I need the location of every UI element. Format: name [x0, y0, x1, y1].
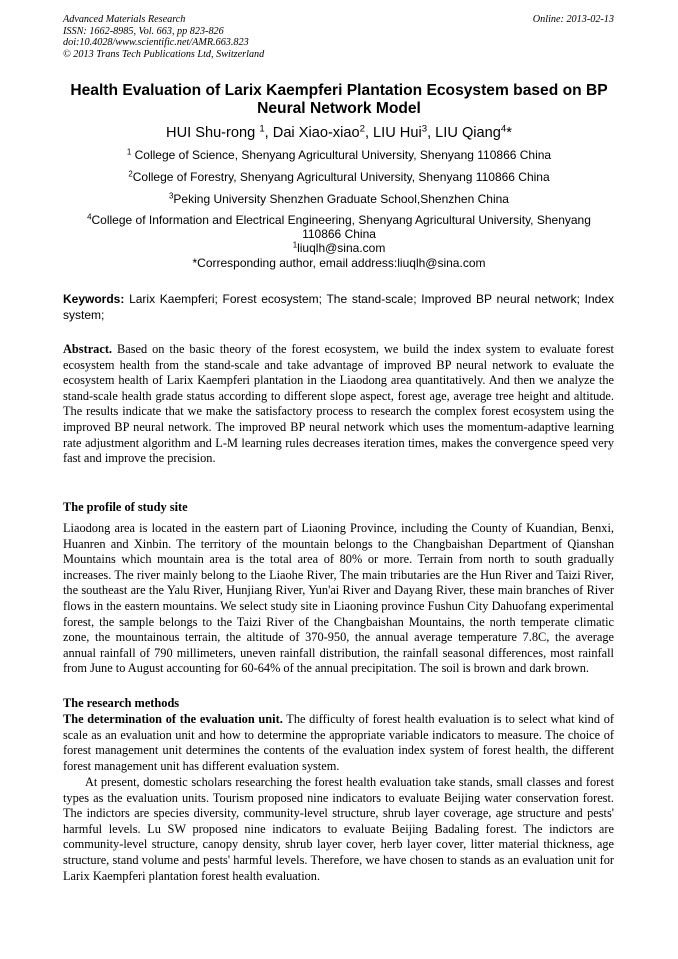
- affiliation-4-text: College of Information and Electrical Engineering, Shenyang Agricultural University, Shenyang: [91, 213, 591, 227]
- affiliation-2-mark: 2: [128, 169, 133, 179]
- affiliation-1: [40, 148, 638, 163]
- evaluation-unit-text: The difficulty of forest health evaluation is to select what kind of scale as an evaluation unit and how to determine the appropriate variable indicators to measure. The choice of forest management unit determines the contents of the evaluation index system of forest health, the different forest management unit has different evaluation system.: [63, 712, 615, 773]
- affiliation-3-text: Peking University Shenzhen Graduate School,Shenzhen China: [173, 192, 509, 206]
- section-heading-methods: The research methods: [63, 696, 180, 710]
- affiliation-4-postcode-text: 110866 China: [302, 227, 376, 241]
- author-2: , Dai Xiao-xiao: [264, 125, 360, 141]
- author-email: [40, 241, 638, 256]
- section-heading-study-site: The profile of study site: [63, 500, 188, 514]
- author-1-mark: 1: [259, 123, 265, 135]
- author-3-mark: 3: [421, 123, 428, 135]
- affiliation-2-text: College of Forestry, Shenyang Agricultural University, Shenyang 110866 China: [132, 170, 550, 184]
- copyright-line: © 2013 Trans Tech Publications Ltd, Switzerland: [63, 48, 265, 60]
- affiliation-4-mark: 4: [87, 212, 92, 222]
- indicators-paragraph: At present, domestic scholars researching the forest health evaluation take stands, small classes and forest types as the evaluation units. Tourism proposed nine indicators to evaluate Beijing water conservation forest. The indictors are species diversity, community-level structure, shrub layer coverage, age structure and pests' harmful levels. Lu SW proposed nine indicators to evaluate Beijing Badaling forest. The indictors are community-level structure, canopy density, shrub layer cover, herb layer cover, litter material thickness, age structure, stand volume and pests' harmful levels. Therefore, we have chosen to stands as an evaluation unit for Larix Kaempferi plantation forest health evaluation.: [63, 775, 614, 883]
- title-line-1: Health Evaluation of Larix Kaempferi Plantation Ecosystem based on BP: [70, 82, 608, 99]
- keywords-text: Larix Kaempferi; Forest ecosystem; The stand-scale; Improved BP neural network; Index system;: [63, 292, 614, 322]
- journal-header: [63, 14, 264, 60]
- author-3: , LIU Hui: [364, 125, 422, 141]
- author-4: , LIU Qiang: [427, 125, 501, 141]
- author-list: [40, 124, 638, 142]
- affiliation-3-mark: 3: [169, 191, 174, 201]
- evaluation-unit-label: The determination of the evaluation unit.: [63, 712, 283, 726]
- paper-title: [40, 82, 638, 118]
- study-site-paragraph: Liaodong area is located in the eastern part of Liaoning Province, including the County of Kuandian, Benxi, Huanren and Xinbin. The territory of the mountain belongs to the Changbaishan Department of Qianshan Mountains which mountain area is the total area of 80% or more. Terrain from north to south gradually increases. The river mainly belong to the Liaohe River, The main tributaries are the Hun River and Taizi River, the southeast are the Yalu River, Hunjiang River, Yun'ai River and Dayang River, these main branches of River flows in the eastern mountains. We select study site in Liaoning province Fushun City Dahuofang experimental forest, the sample belongs to the Taizi River of the Changbaishan Mountains, the north temperate climatic zone, the mountainous terrain, the altitude of 370-950, the annual average temperature 7.8C, the average annual rainfall of 790 millimeters, uneven rainfall distribution, the rainfall seasonal differences, most rainfall from June to August accounting for 60-64% of the annual precipitation. The soil is brown and dark brown.: [63, 521, 614, 676]
- keywords: [63, 292, 614, 323]
- issn-line: ISSN: 1662-8985, Vol. 663, pp 823-826: [63, 25, 224, 37]
- corresponding-author: [40, 256, 638, 271]
- affiliation-4-postcode: [40, 227, 638, 242]
- author-2-mark: 2: [359, 123, 365, 135]
- abstract-label: Abstract.: [63, 342, 113, 356]
- email-text: liuqlh@sina.com: [297, 241, 386, 255]
- affiliation-2: [40, 170, 638, 185]
- author-4-mark: 4: [500, 123, 507, 135]
- author-1: HUI Shu-rong: [166, 125, 260, 141]
- online-date: Online: 2013-02-13: [532, 14, 614, 25]
- affiliation-4: [40, 213, 638, 228]
- doi-line: doi:10.4028/www.scientific.net/AMR.663.823: [63, 37, 249, 49]
- corresponding-author-text: *Corresponding author, email address:liuqlh@sina.com: [192, 256, 486, 270]
- title-line-2: Neural Network Model: [257, 100, 421, 117]
- journal-name: Advanced Materials Research: [63, 14, 186, 25]
- evaluation-unit-paragraph: [63, 712, 614, 774]
- abstract: [63, 342, 614, 467]
- affiliation-1-text: College of Science, Shenyang Agricultural University, Shenyang 110866 China: [131, 148, 552, 162]
- abstract-text: Based on the basic theory of the forest ecosystem, we build the index system to evaluate forest ecosystem health from the stand-scale and take advantage of improved BP neural network to evaluate the ecosystem health of Larix Kaempferi plantation in the Liaodong area quantitatively. And then we analyze the stand-scale health grade status according to different slope aspect, forest age, average tree height and altitude. The results indicate that we make the satisfactory process to research the complex forest ecosystem using the improved BP neural network. The improved BP neural network which uses the momentum-adaptive learning rate adjustment algorithm and L-M learning rules decreases iteration times, makes the convergence speed very fast and improve the precision.: [63, 342, 614, 466]
- corresponding-star: *: [506, 125, 512, 141]
- keywords-label: Keywords:: [63, 292, 125, 306]
- affiliation-3: [40, 192, 638, 207]
- affiliation-1-mark: 1: [126, 147, 132, 157]
- email-mark: 1: [292, 240, 298, 250]
